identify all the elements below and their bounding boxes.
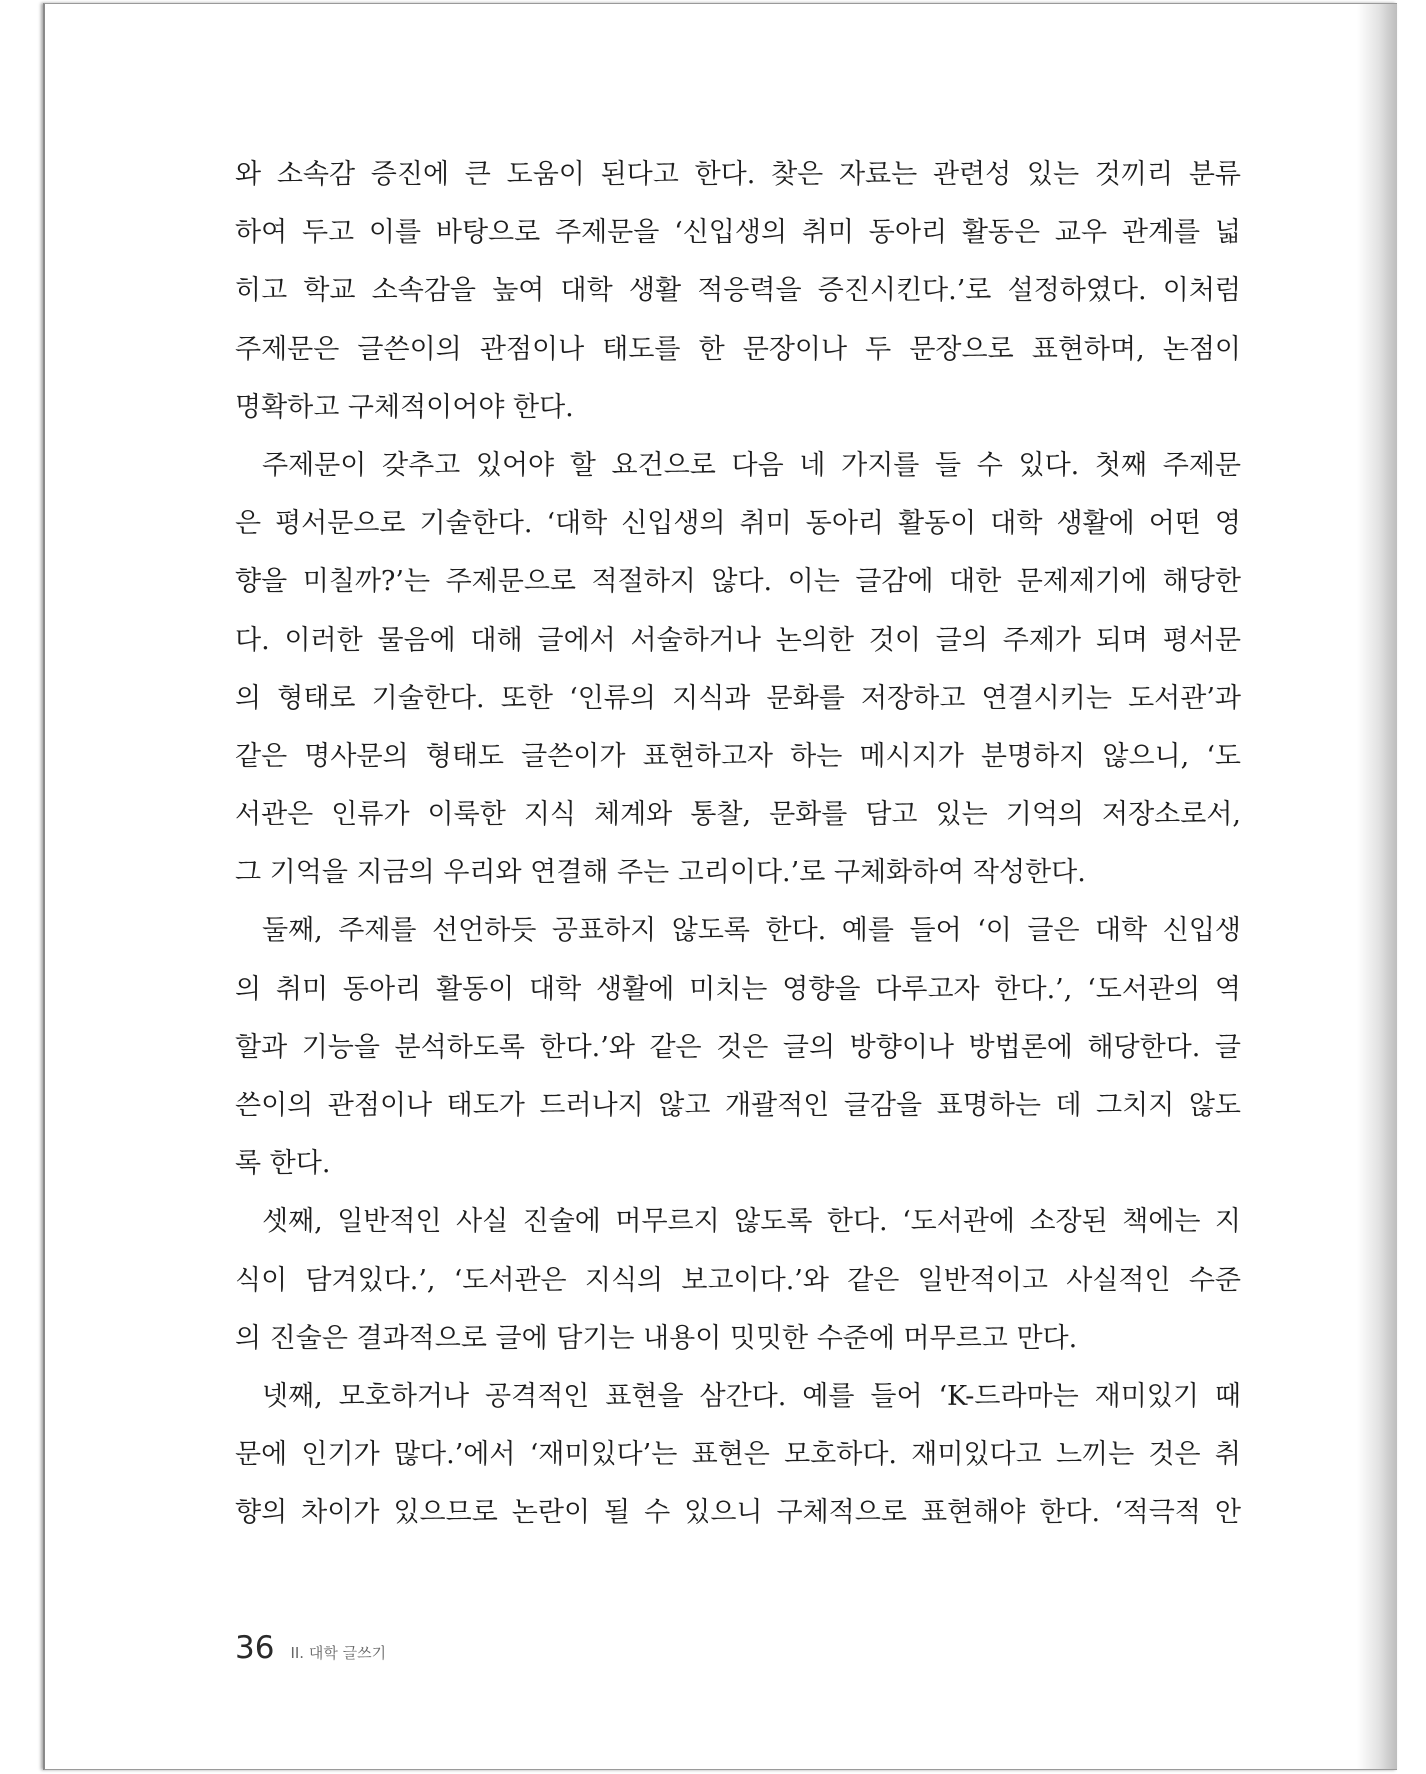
body-line: 은 평서문으로 기술한다. ‘대학 신입생의 취미 동아리 활동이 대학 생활에 어떤 영 [235,508,1241,540]
body-line: 서관은 인류가 이룩한 지식 체계와 통찰, 문화를 담고 있는 기억의 저장소로서, [235,799,1241,831]
body-line: 다. 이러한 물음에 대해 글에서 서술하거나 논의한 것이 글의 주제가 되며 평서문 [235,624,1241,656]
body-line: 셋째, 일반적인 사실 진술에 머무르지 않도록 한다. ‘도서관에 소장된 책에는 지 [262,1206,1241,1238]
body-line: 의 진술은 결과적으로 글에 담기는 내용이 밋밋한 수준에 머무르고 만다. [235,1322,1078,1354]
body-line: 그 기억을 지금의 우리와 연결해 주는 고리이다.’로 구체화하여 작성한다. [235,857,1086,889]
body-line: 와 소속감 증진에 큰 도움이 된다고 한다. 찾은 자료는 관련성 있는 것끼리 분류 [235,159,1241,190]
body-line: 주제문은 글쓴이의 관점이나 태도를 한 문장이나 두 문장으로 표현하며, 논점이 [235,333,1241,365]
body-line: 둘째, 주제를 선언하듯 공표하지 않도록 한다. 예를 들어 ‘이 글은 대학 신입생 [262,915,1241,947]
page-footer [235,1630,386,1670]
body-line: 쓴이의 관점이나 태도가 드러나지 않고 개괄적인 글감을 표명하는 데 그치지 않도 [235,1090,1241,1121]
body-text [235,146,1241,1543]
body-line: 향의 차이가 있으므로 논란이 될 수 있으니 구체적으로 표현해야 한다. ‘적극적 안 [235,1497,1241,1529]
body-line: 의 형태로 기술한다. 또한 ‘인류의 지식과 문화를 저장하고 연결시키는 도서관’과 [235,682,1241,714]
body-line: 히고 학교 소속감을 높여 대학 생활 적응력을 증진시킨다.’로 설정하였다. 이처럼 [235,275,1241,307]
body-line: 문에 인기가 많다.’에서 ‘재미있다’는 표현은 모호하다. 재미있다고 느끼는 것은 취 [235,1439,1241,1471]
page-number: 36 [235,1630,275,1666]
body-line: 하여 두고 이를 바탕으로 주제문을 ‘신입생의 취미 동아리 활동은 교우 관계를 넓 [235,217,1241,249]
body-line: 식이 담겨있다.’, ‘도서관은 지식의 보고이다.’와 같은 일반적이고 사실적인 수준 [235,1264,1241,1296]
body-line: 주제문이 갖추고 있어야 할 요건으로 다음 네 가지를 들 수 있다. 첫째 주제문 [262,449,1241,481]
chapter-title: II. 대학 글쓰기 [290,1644,387,1662]
body-line: 명확하고 구체적이어야 한다. [235,391,574,423]
body-line: 같은 명사문의 형태도 글쓴이가 표현하고자 하는 메시지가 분명하지 않으니, ‘도 [235,740,1241,772]
body-line: 의 취미 동아리 활동이 대학 생활에 미치는 영향을 다루고자 한다.’, ‘도서관의 역 [235,973,1241,1005]
body-line: 향을 미칠까?’는 주제문으로 적절하지 않다. 이는 글감에 대한 문제제기에 해당한 [235,566,1241,598]
body-line: 록 한다. [235,1148,331,1180]
body-line: 할과 기능을 분석하도록 한다.’와 같은 것은 글의 방향이나 방법론에 해당한다. 글 [235,1031,1241,1063]
body-line: 넷째, 모호하거나 공격적인 표현을 삼간다. 예를 들어 ‘K-드라마는 재미있기 때 [262,1380,1241,1412]
page-edge-shadow [1357,4,1397,1769]
